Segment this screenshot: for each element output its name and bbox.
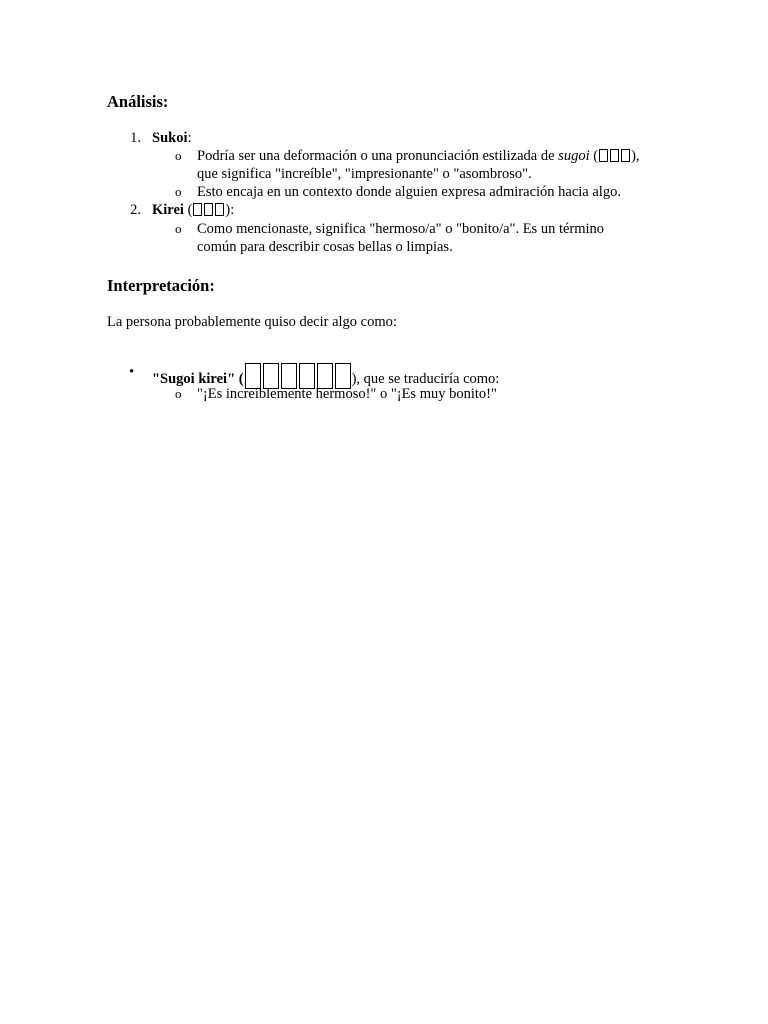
bullet-rest-text: ), que se traduciría como: [351,371,500,387]
paren-close: ): [225,202,235,218]
list-number: 1. [130,130,141,146]
bullet-bold-text: "Sugoi kirei" ( [152,371,244,387]
analysis-heading: Análisis: [107,92,169,111]
tofu-box-icon [192,201,225,219]
interpretation-intro: La persona probablemente quiso decir algo como: [107,314,397,330]
sub-list-marker: o [175,221,182,236]
sub-list-marker: o [175,386,182,401]
paren-open: ( [183,202,193,218]
tofu-box-icon [598,147,631,165]
term-kirei: Kirei [152,202,184,218]
italic-sugoi: sugoi [558,148,590,164]
sub-item-text: "¡Es increíblemente hermoso!" o "¡Es muy bonito!" [197,386,497,402]
sub-list-marker: o [175,184,182,199]
paren-open: ( [589,148,599,164]
interpretation-heading: Interpretación: [107,276,215,295]
sub-item-text: Esto encaja en un contexto donde alguien expresa admiración hacia algo. [197,184,621,200]
sub-item-sukoi-1-line2: que significa "increíble", "impresionante" o "asombroso". [197,166,532,182]
paren-close: ), [631,148,640,164]
sub-item-text: Podría ser una deformación o una pronunciación estilizada de [197,148,559,164]
sub-item-text: Como mencionaste, significa "hermoso/a" o "bonito/a". Es un término [197,221,605,237]
sub-list-marker: o [175,148,182,163]
term-colon: : [187,130,192,146]
sub-item-kirei-1-line2: común para describir cosas bellas o limpias. [197,239,453,255]
term-sukoi: Sukoi [152,130,188,146]
list-number: 2. [130,202,141,218]
bullet-marker: • [129,364,135,380]
